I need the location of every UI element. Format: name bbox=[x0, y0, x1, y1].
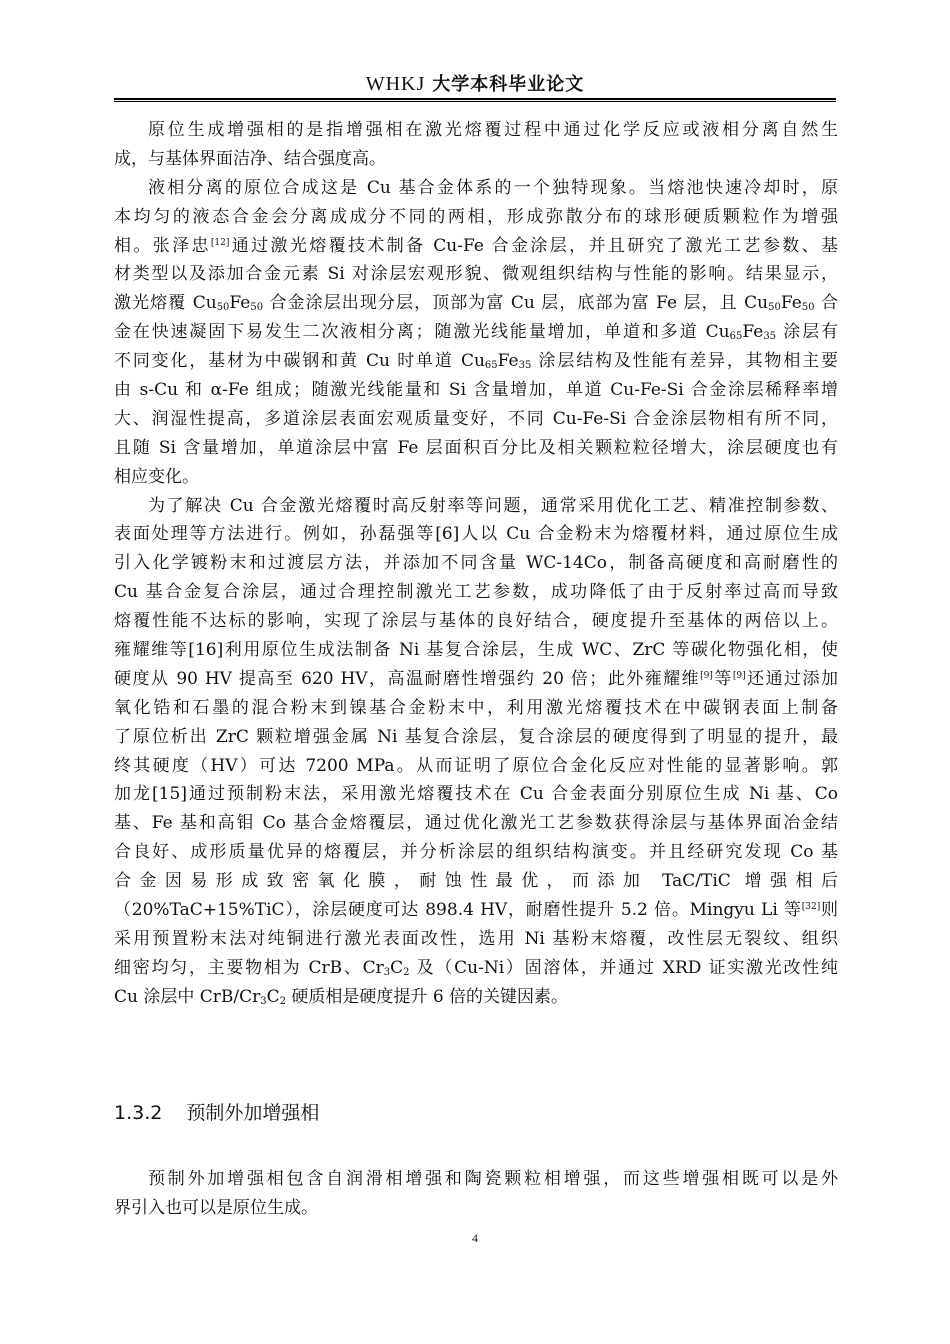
citation: [9] bbox=[700, 670, 713, 681]
text-seg: 合 bbox=[814, 293, 838, 314]
text-seg: Cu 涂层中 CrB/Cr bbox=[114, 986, 261, 1007]
section-heading bbox=[114, 1098, 319, 1125]
text-line bbox=[114, 954, 838, 983]
text-line: Cu 基合金复合涂层，通过合理控制激光工艺参数，成功降低了由于反射率过高而导致 bbox=[114, 582, 838, 603]
subscript: 2 bbox=[403, 966, 410, 978]
text-line: 基、Fe 基和高钼 Co 基合金熔覆层，通过优化激光工艺参数获得涂层与基体界面冶金结 bbox=[114, 813, 838, 834]
text-line: 成，与基体界面洁净、结合强度高。 bbox=[114, 148, 386, 169]
citation: [32] bbox=[801, 902, 821, 913]
body-text bbox=[114, 116, 838, 1012]
text-line: 为了解决 Cu 合金激光熔覆时高反射率等问题，通常采用优化工艺、精准控制参数、 bbox=[148, 495, 838, 516]
text-seg: 涂层结构及性能有差异，其物相主要 bbox=[531, 351, 839, 372]
header-latin: WHKJ bbox=[365, 73, 426, 95]
running-header bbox=[114, 70, 836, 98]
text-line: 材类型以及添加合金元素 Si 对涂层宏观形貌、微观组织结构与性能的影响。结果显示， bbox=[114, 264, 838, 285]
text-seg: Fe bbox=[780, 293, 802, 314]
text-line: 熔覆性能不达标的影响，实现了涂层与基体的良好结合，硬度提升至基体的两倍以上。 bbox=[114, 611, 838, 632]
text-seg: Fe bbox=[497, 351, 519, 372]
text-line bbox=[114, 232, 838, 261]
text-line bbox=[114, 665, 838, 694]
subscript: 35 bbox=[518, 360, 532, 372]
text-seg: C bbox=[266, 986, 280, 1007]
subscript: 35 bbox=[763, 331, 777, 343]
text-line: 原位生成增强相的是指增强相在激光熔覆过程中通过化学反应或液相分离自然生 bbox=[148, 120, 838, 140]
text-line: 相应变化。 bbox=[114, 466, 199, 487]
text-line: 界引入也可以是原位生成。 bbox=[114, 1197, 318, 1218]
text-line: 由 s-Cu 和 α-Fe 组成；随激光线能量和 Si 含量增加，单道 Cu-Fe-Si 合金涂层稀释率增 bbox=[114, 380, 838, 401]
subscript: 50 bbox=[768, 302, 781, 314]
text-line: 且随 Si 含量增加，单道涂层中富 Fe 层面积百分比及相关颗粒粒径增大，涂层硬度也有 bbox=[114, 437, 838, 458]
text-line: 终其硬度（HV）可达 7200 MPa。从而证明了原位合金化反应对性能的显著影响。郭 bbox=[114, 755, 838, 776]
text-seg: 硬度从 90 HV 提高至 620 HV，高温耐磨性增强约 20 倍；此外雍耀维 bbox=[114, 668, 701, 689]
text-seg: 硬质相是硬度提升 6 倍的关键因素。 bbox=[286, 986, 569, 1007]
subscript: 65 bbox=[729, 331, 743, 343]
text-seg: 则 bbox=[820, 900, 838, 921]
text-line bbox=[114, 347, 838, 376]
text-line: 合金因易形成致密氧化膜，耐蚀性最优，而添加 TaC/TiC 增强相后 bbox=[114, 871, 838, 892]
text-seg: 合金涂层出现分层，顶部为富 Cu 层，底部为富 Fe 层，且 Cu bbox=[263, 293, 769, 314]
subscript: 50 bbox=[250, 302, 264, 314]
text-line: 引入化学镀粉末和过渡层方法，并添加不同含量 WC-14Co，制备高硬度和高耐磨性的 bbox=[114, 553, 838, 574]
section-number: 1.3.2 bbox=[114, 1102, 163, 1124]
subscript: 50 bbox=[216, 302, 230, 314]
text-line: 了原位析出 ZrC 颗粒增强金属 Ni 基复合涂层，复合涂层的硬度得到了明显的提升，最 bbox=[114, 726, 838, 747]
text-seg: （20%TaC+15%TiC），涂层硬度可达 898.4 HV，耐磨性提升 5.2 倍。Mingyu Li 等 bbox=[114, 900, 802, 921]
text-line: 加龙[15]通过预制粉末法，采用激光熔覆技术在 Cu 合金表面分别原位生成 Ni 基、Co bbox=[114, 784, 838, 805]
page-number: 4 bbox=[472, 1231, 478, 1245]
text-line bbox=[114, 318, 838, 347]
text-line: 合良好、成形质量优异的熔覆层，并分析涂层的组织结构演变。并且经研究发现 Co 基 bbox=[114, 842, 838, 863]
citation: [12] bbox=[210, 237, 230, 248]
text-seg: 涂层有 bbox=[776, 322, 839, 343]
text-seg: 通过激光熔覆技术制备 Cu-Fe 合金涂层，并且研究了激光工艺参数、基 bbox=[229, 235, 839, 256]
header-title: 大学本科毕业论文 bbox=[432, 74, 585, 95]
text-line bbox=[114, 983, 838, 1012]
text-line: 液相分离的原位合成这是 Cu 基合金体系的一个独特现象。当熔池快速冷却时，原 bbox=[148, 177, 838, 198]
text-seg: C bbox=[390, 957, 404, 978]
subscript: 2 bbox=[279, 995, 287, 1007]
text-seg: Fe bbox=[742, 322, 764, 343]
text-line: 大、润湿性提高，多道涂层表面宏观质量变好，不同 Cu-Fe-Si 合金涂层物相有所不同， bbox=[114, 408, 838, 429]
text-seg: 不同变化，基材为中碳钢和黄 Cu 时单道 Cu bbox=[114, 351, 485, 372]
text-line bbox=[114, 896, 838, 925]
text-seg: Fe bbox=[229, 293, 251, 314]
body-text-2 bbox=[114, 1165, 838, 1223]
header-rule-thin bbox=[114, 101, 836, 102]
subscript: 3 bbox=[260, 995, 267, 1007]
header-rule bbox=[114, 98, 836, 100]
text-seg: 及（Cu-Ni）固溶体，并通过 XRD 证实激光改性纯 bbox=[409, 957, 838, 978]
text-line: 氧化锆和石墨的混合粉末到镍基合金粉末中，利用激光熔覆技术在中碳钢表面上制备 bbox=[114, 697, 838, 718]
text-line: 表面处理等方法进行。例如，孙磊强等[6]人以 Cu 合金粉末为熔覆材料，通过原位生成 bbox=[114, 524, 838, 545]
text-line: 本均匀的液态合金会分离成成分不同的两相，形成弥散分布的球形硬质颗粒作为增强 bbox=[114, 206, 838, 227]
subscript: 3 bbox=[383, 966, 391, 978]
text-seg: 激光熔覆 Cu bbox=[114, 293, 217, 314]
section-title: 预制外加增强相 bbox=[186, 1102, 320, 1124]
text-line: 预制外加增强相包含自润滑相增强和陶瓷颗粒相增强，而这些增强相既可以是外 bbox=[148, 1169, 838, 1189]
text-line: 雍耀维等[16]利用原位生成法制备 Ni 基复合涂层，生成 WC、ZrC 等碳化物强化相，使 bbox=[114, 640, 838, 661]
text-seg: 等 bbox=[712, 668, 733, 689]
text-seg: 还通过添加 bbox=[745, 668, 839, 689]
text-line bbox=[114, 289, 838, 318]
text-seg: 细密均匀，主要物相为 CrB、Cr bbox=[114, 957, 384, 978]
text-seg: 相。张泽忠 bbox=[114, 235, 211, 256]
text-seg: 金在快速凝固下易发生二次液相分离；随激光线能量增加，单道和多道 Cu bbox=[114, 322, 730, 343]
text-line: 采用预置粉末法对纯铜进行激光表面改性，选用 Ni 基粉末熔覆，改性层无裂纹、组织 bbox=[114, 928, 838, 949]
subscript: 50 bbox=[801, 302, 815, 314]
subscript: 65 bbox=[484, 360, 498, 372]
citation: [9] bbox=[732, 670, 746, 681]
